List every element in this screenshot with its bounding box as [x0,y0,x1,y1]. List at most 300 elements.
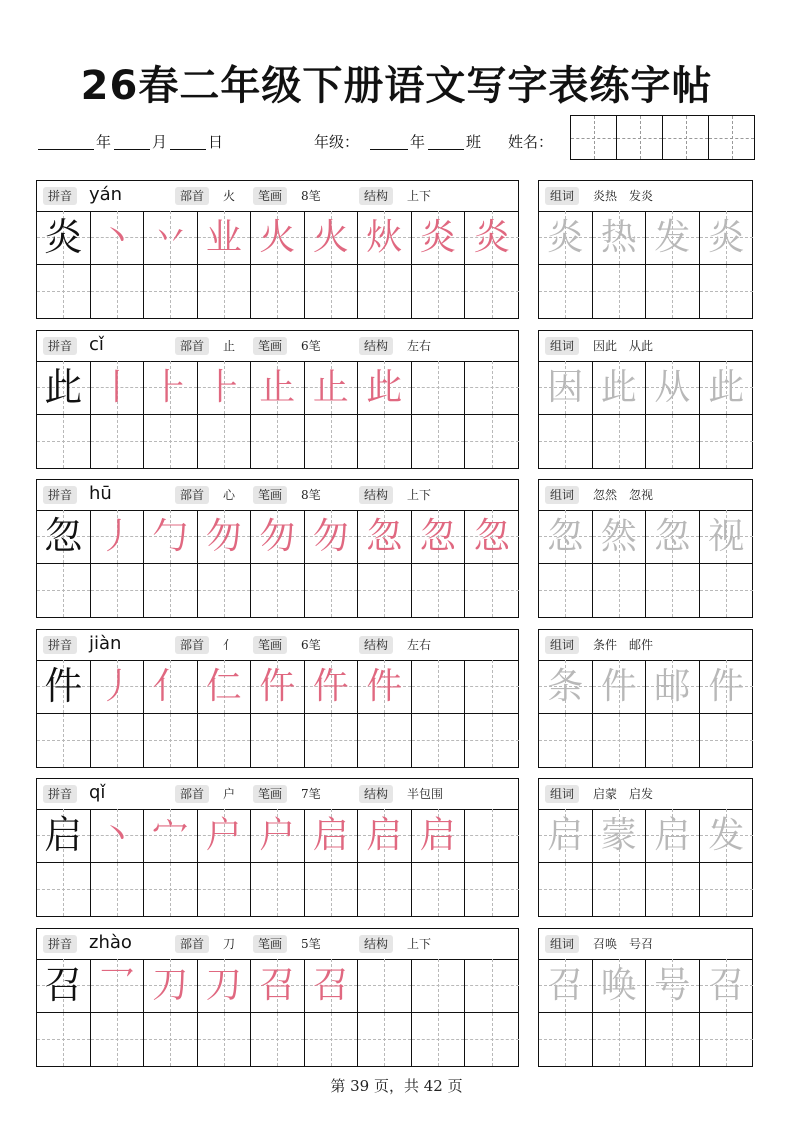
practice-cell[interactable] [465,211,519,265]
practice-cell[interactable] [144,714,198,768]
strokes-value: 8笔 [301,189,321,203]
practice-cell[interactable] [37,415,91,469]
words-value: 炎热 发炎 [593,189,654,203]
word-cell[interactable] [646,211,700,265]
practice-cell[interactable] [412,211,466,265]
word-cell[interactable] [646,564,700,618]
practice-cell[interactable] [251,809,305,863]
words-header [539,331,752,362]
practice-grid [37,809,518,916]
practice-cell[interactable] [144,959,198,1013]
name-cell[interactable] [617,116,663,159]
practice-cell[interactable] [412,361,466,415]
practice-grid [37,361,518,468]
words-value: 启蒙 启发 [593,787,654,801]
practice-cell[interactable] [198,415,252,469]
grade-blank[interactable] [370,149,408,150]
stroke-step [144,809,197,862]
stroke-step [144,660,197,713]
practice-box [36,479,519,618]
practice-cell[interactable] [91,863,145,917]
radical-value: 心 [223,488,236,502]
word-cell[interactable] [646,415,700,469]
stroke-step-glyph: 刀 [152,965,189,1006]
practice-cell[interactable] [465,564,519,618]
char-block [36,180,753,319]
year-blank[interactable] [38,149,94,150]
practice-cell[interactable] [251,211,305,265]
strokes-tag: 笔画 [253,187,287,205]
practice-cell[interactable] [358,265,412,319]
word-cell[interactable] [593,809,647,863]
stroke-step [305,809,358,862]
words-grid [539,809,752,916]
strokes-value: 7笔 [301,787,321,801]
practice-cell[interactable] [37,1013,91,1067]
practice-cell[interactable] [305,660,359,714]
practice-cell[interactable] [37,265,91,319]
word-cell[interactable] [593,361,647,415]
stroke-step-glyph: 启 [312,815,349,856]
structure-value: 上下 [407,189,432,203]
word-cell[interactable] [539,714,593,768]
word-cell[interactable] [700,361,754,415]
practice-cell[interactable] [37,714,91,768]
practice-cell[interactable] [412,809,466,863]
practice-cell[interactable] [358,809,412,863]
char-info-header [37,331,518,362]
words-grid [539,361,752,468]
word-char: 启 [654,815,691,856]
stroke-step [251,959,304,1012]
word-cell[interactable] [539,959,593,1013]
practice-cell[interactable] [251,959,305,1013]
practice-cell[interactable] [144,510,198,564]
stroke-step-glyph: 仁 [205,666,242,707]
practice-cell[interactable] [144,1013,198,1067]
practice-cell[interactable] [358,211,412,265]
practice-cell[interactable] [305,564,359,618]
practice-cell[interactable] [91,361,145,415]
radical-tag: 部首 [175,785,209,803]
practice-cell[interactable] [412,660,466,714]
practice-cell[interactable] [37,809,91,863]
word-cell[interactable] [700,959,754,1013]
practice-cell[interactable] [91,415,145,469]
practice-box [36,928,519,1067]
word-cell[interactable] [646,714,700,768]
word-char: 炎 [708,217,745,258]
stroke-step [465,510,519,563]
word-cell[interactable] [539,660,593,714]
practice-cell[interactable] [358,1013,412,1067]
stroke-step [198,660,251,713]
structure-value: 半包围 [407,787,444,801]
word-cell[interactable] [646,361,700,415]
words-value: 条件 邮件 [593,638,654,652]
word-cell[interactable] [593,959,647,1013]
practice-cell[interactable] [305,510,359,564]
words-box [538,180,753,319]
words-tag: 组词 [545,337,579,355]
word-char: 邮 [654,666,691,707]
practice-cell[interactable] [305,863,359,917]
word-cell[interactable] [593,660,647,714]
practice-cell[interactable] [358,660,412,714]
strokes-tag: 笔画 [253,935,287,953]
char-block [36,629,753,768]
word-cell[interactable] [700,714,754,768]
words-box [538,629,753,768]
practice-cell[interactable] [358,415,412,469]
day-blank[interactable] [170,149,206,150]
practice-cell[interactable] [37,361,91,415]
practice-cell[interactable] [251,714,305,768]
word-cell[interactable] [539,211,593,265]
practice-cell[interactable] [251,415,305,469]
practice-cell[interactable] [91,1013,145,1067]
practice-cell[interactable] [412,510,466,564]
pinyin-value: qǐ [89,782,106,803]
practice-cell[interactable] [251,510,305,564]
char-block [36,479,753,618]
practice-cell[interactable] [91,211,145,265]
practice-cell[interactable] [305,714,359,768]
stroke-step [251,510,304,563]
structure-value: 左右 [407,339,432,353]
name-cell[interactable] [663,116,709,159]
stroke-step-glyph: 勿 [259,516,296,557]
stroke-step-glyph: ⺊ [152,367,189,408]
radical-tag: 部首 [175,187,209,205]
practice-cell[interactable] [251,1013,305,1067]
practice-cell[interactable] [358,510,412,564]
stroke-step-glyph: 忽 [366,516,403,557]
pinyin-value: zhào [89,932,132,953]
practice-cell[interactable] [91,959,145,1013]
practice-cell[interactable] [305,361,359,415]
stroke-step-glyph: 丿 [98,666,135,707]
practice-cell[interactable] [358,714,412,768]
month-blank[interactable] [114,149,150,150]
char-info-header [37,929,518,960]
practice-cell[interactable] [305,959,359,1013]
model-char: 炎 [44,215,83,259]
practice-cell[interactable] [198,959,252,1013]
pinyin-tag: 拼音 [43,187,77,205]
word-cell[interactable] [700,415,754,469]
radical-tag: 部首 [175,486,209,504]
practice-cell[interactable] [91,809,145,863]
word-cell[interactable] [593,1013,647,1067]
practice-cell[interactable] [198,510,252,564]
word-cell[interactable] [539,1013,593,1067]
stroke-step-glyph: 此 [366,367,403,408]
stroke-step [251,211,304,264]
page-footer: 第 39 页，共 42 页 [330,1077,463,1095]
practice-cell[interactable] [305,265,359,319]
stroke-step-glyph: 丶 [98,815,135,856]
practice-box [36,180,519,319]
word-cell[interactable] [646,863,700,917]
practice-cell[interactable] [412,714,466,768]
word-char: 唤 [600,965,637,1006]
stroke-step [251,809,304,862]
word-cell[interactable] [539,415,593,469]
class-label: 班 [466,133,482,151]
word-cell[interactable] [646,809,700,863]
stroke-step-glyph: 忽 [473,516,510,557]
practice-box [36,778,519,917]
word-cell[interactable] [700,265,754,319]
stroke-step [412,809,465,862]
practice-cell[interactable] [251,564,305,618]
word-cell[interactable] [646,265,700,319]
words-box [538,479,753,618]
words-box [538,778,753,917]
practice-cell[interactable] [198,660,252,714]
pinyin-tag: 拼音 [43,486,77,504]
practice-cell[interactable] [198,211,252,265]
practice-cell[interactable] [91,510,145,564]
stroke-step-glyph: 炎 [419,217,456,258]
practice-cell[interactable] [144,660,198,714]
practice-cell[interactable] [37,564,91,618]
word-cell[interactable] [646,1013,700,1067]
words-grid [539,959,752,1066]
words-header [539,929,752,960]
word-cell[interactable] [700,660,754,714]
word-cell[interactable] [539,564,593,618]
words-header [539,630,752,661]
char-info-header [37,181,518,212]
word-cell[interactable] [593,211,647,265]
practice-cell[interactable] [37,211,91,265]
word-cell[interactable] [539,361,593,415]
model-char: 件 [44,664,83,708]
structure-tag: 结构 [359,935,393,953]
stroke-step [91,959,144,1012]
word-char: 召 [547,965,584,1006]
practice-cell[interactable] [37,660,91,714]
practice-cell[interactable] [465,714,519,768]
word-cell[interactable] [646,660,700,714]
stroke-step-glyph: 丨 [98,367,135,408]
word-cell[interactable] [700,809,754,863]
practice-cell[interactable] [37,959,91,1013]
practice-cell[interactable] [37,863,91,917]
pinyin-value: cǐ [89,334,104,355]
page-title: 26春二年级下册语文写字表练字帖 [80,63,713,109]
stroke-step [91,660,144,713]
month-label: 月 [152,133,168,151]
stroke-step [358,510,411,563]
stroke-step-glyph: 仵 [259,666,296,707]
model-char: 召 [44,963,83,1007]
practice-cell[interactable] [198,361,252,415]
stroke-step-glyph: 炎 [473,217,510,258]
practice-cell[interactable] [198,1013,252,1067]
practice-cell[interactable] [91,564,145,618]
structure-tag: 结构 [359,486,393,504]
strokes-tag: 笔画 [253,337,287,355]
practice-cell[interactable] [358,361,412,415]
word-char: 从 [654,367,691,408]
practice-cell[interactable] [91,714,145,768]
practice-cell[interactable] [305,415,359,469]
stroke-step [305,211,358,264]
words-grid [539,211,752,318]
practice-grid [37,510,518,617]
practice-cell[interactable] [251,863,305,917]
words-value: 忽然 忽视 [593,488,654,502]
name-cell[interactable] [571,116,617,159]
stroke-step [198,361,251,414]
stroke-step [358,361,411,414]
word-cell[interactable] [700,510,754,564]
practice-cell[interactable] [412,863,466,917]
practice-cell[interactable] [198,265,252,319]
practice-grid [37,660,518,767]
practice-cell[interactable] [144,265,198,319]
practice-cell[interactable] [465,265,519,319]
stroke-step [412,211,465,264]
practice-cell[interactable] [144,809,198,863]
word-char: 发 [708,815,745,856]
word-cell[interactable] [700,863,754,917]
radical-value: 户 [223,787,236,801]
practice-cell[interactable] [305,211,359,265]
practice-cell[interactable] [91,660,145,714]
practice-cell[interactable] [37,510,91,564]
word-cell[interactable] [539,265,593,319]
practice-box [36,629,519,768]
model-char: 启 [44,813,83,857]
practice-cell[interactable] [358,863,412,917]
practice-cell[interactable] [465,660,519,714]
pinyin-tag: 拼音 [43,785,77,803]
word-char: 件 [708,666,745,707]
radical-tag: 部首 [175,337,209,355]
practice-cell[interactable] [465,510,519,564]
practice-cell[interactable] [412,415,466,469]
strokes-tag: 笔画 [253,486,287,504]
words-value: 召唤 号召 [593,937,654,951]
structure-tag: 结构 [359,636,393,654]
stroke-step-glyph: 亻 [152,666,189,707]
word-char: 忽 [547,516,584,557]
practice-cell[interactable] [465,415,519,469]
word-cell[interactable] [593,415,647,469]
words-tag: 组词 [545,935,579,953]
practice-cell[interactable] [144,863,198,917]
practice-cell[interactable] [412,265,466,319]
practice-cell[interactable] [465,959,519,1013]
practice-cell[interactable] [465,863,519,917]
practice-cell[interactable] [251,361,305,415]
stroke-step-glyph: 炏 [366,217,403,258]
practice-cell[interactable] [198,564,252,618]
practice-box [36,330,519,469]
words-grid [539,510,752,617]
word-cell[interactable] [700,211,754,265]
structure-tag: 结构 [359,187,393,205]
practice-cell[interactable] [465,809,519,863]
radical-value: 亻 [223,638,236,652]
char-info-header [37,779,518,810]
name-cell[interactable] [709,116,754,159]
practice-cell[interactable] [358,959,412,1013]
practice-cell[interactable] [144,361,198,415]
char-info-header [37,480,518,511]
name-label: 姓名： [508,133,554,151]
stroke-step [198,809,251,862]
practice-cell[interactable] [358,564,412,618]
word-cell[interactable] [593,510,647,564]
word-char: 启 [547,815,584,856]
practice-cell[interactable] [305,1013,359,1067]
stroke-step [91,211,144,264]
practice-cell[interactable] [144,564,198,618]
word-cell[interactable] [593,564,647,618]
practice-grid [37,959,518,1066]
practice-cell[interactable] [305,809,359,863]
word-char: 号 [654,965,691,1006]
word-char: 忽 [654,516,691,557]
practice-cell[interactable] [412,564,466,618]
stroke-step-glyph: 件 [366,666,403,707]
stroke-step [144,211,197,264]
word-char: 召 [708,965,745,1006]
practice-cell[interactable] [198,714,252,768]
word-cell[interactable] [539,809,593,863]
stroke-step-glyph: 仵 [312,666,349,707]
practice-cell[interactable] [412,1013,466,1067]
practice-cell[interactable] [465,361,519,415]
stroke-step-glyph: 止 [312,367,349,408]
word-cell[interactable] [593,265,647,319]
practice-cell[interactable] [198,863,252,917]
pinyin-value: jiàn [89,633,122,654]
word-cell[interactable] [539,863,593,917]
practice-cell[interactable] [251,660,305,714]
stroke-step [305,959,358,1012]
pinyin-tag: 拼音 [43,935,77,953]
word-cell[interactable] [700,1013,754,1067]
practice-cell[interactable] [91,265,145,319]
stroke-step-glyph: 丷 [152,217,189,258]
day-label: 日 [208,133,224,151]
practice-cell[interactable] [412,959,466,1013]
word-cell[interactable] [539,510,593,564]
word-cell[interactable] [700,564,754,618]
practice-cell[interactable] [251,265,305,319]
word-cell[interactable] [593,863,647,917]
stroke-step-glyph: 丶 [98,217,135,258]
practice-cell[interactable] [144,415,198,469]
practice-cell[interactable] [144,211,198,265]
word-cell[interactable] [646,959,700,1013]
strokes-value: 5笔 [301,937,321,951]
stroke-step-glyph: 火 [259,217,296,258]
name-grid[interactable] [570,115,755,160]
char-info-header [37,630,518,661]
practice-cell[interactable] [198,809,252,863]
word-cell[interactable] [593,714,647,768]
class-blank[interactable] [428,149,464,150]
word-cell[interactable] [646,510,700,564]
practice-cell[interactable] [465,1013,519,1067]
